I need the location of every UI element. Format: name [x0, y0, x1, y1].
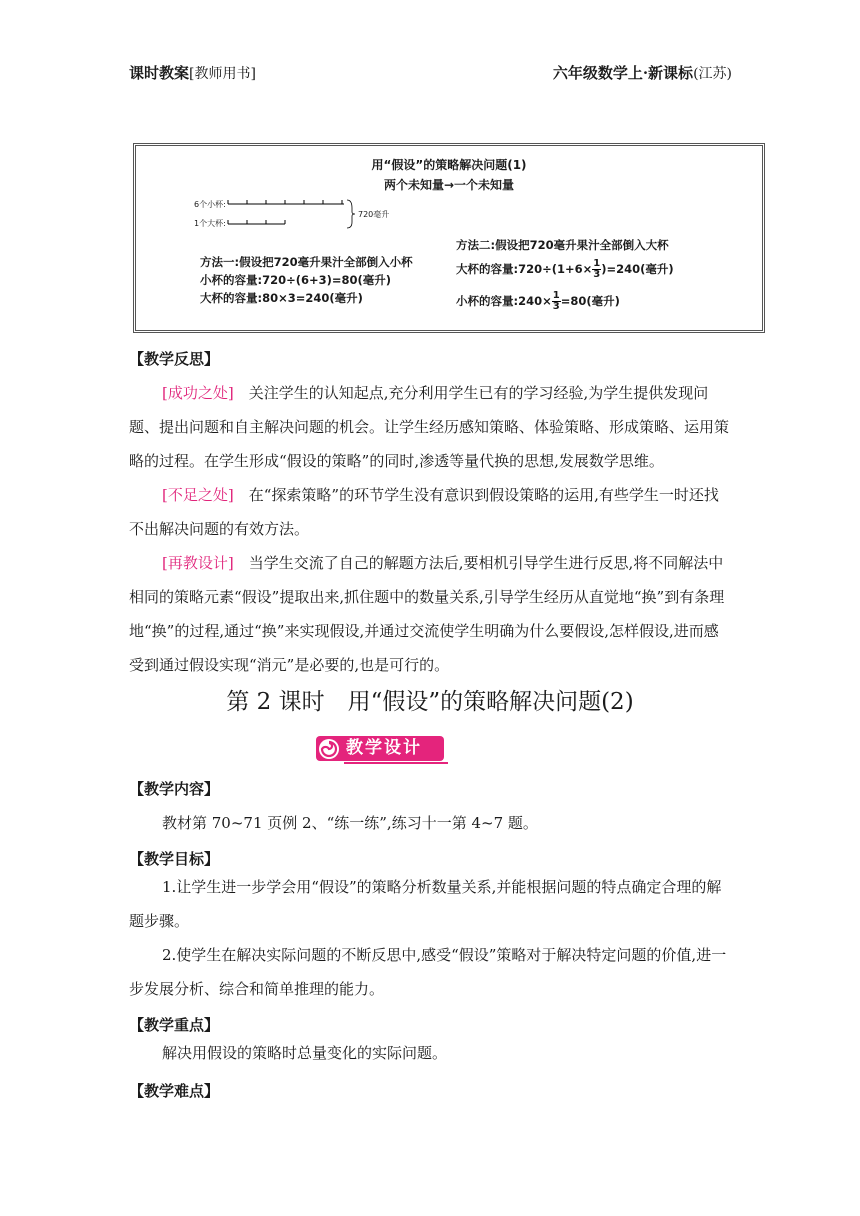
- goal-2: 2.使学生在解决实际问题的不断反思中,感受“假设”策略对于解决特定问题的价值,进一步发展分析、综合和简单推理的能力。: [129, 946, 727, 998]
- header-book-title: 课时教案: [129, 64, 190, 82]
- badge-label: 教学设计: [316, 736, 444, 761]
- method2-line1-post: )=240(毫升): [601, 262, 674, 276]
- content-text: 教材第 70~71 页例 2、“练一练”,练习十一第 4~7 题。: [162, 814, 538, 832]
- redesign-tag: [再教设计]: [162, 554, 234, 572]
- big-cup-label: 1个大杯:: [194, 219, 226, 228]
- difficulty-heading: 【教学难点】: [129, 1082, 220, 1100]
- redesign-text: 当学生交流了自己的解题方法后,要相机引导学生进行反思,将不同解法中相同的策略元素“假设”提取出来,抓住题中的数量关系,引导学生经历从直觉地“换”到有条理地“换”的过程,通过“换”来实现假设,并通过交流使学生明确为什么要假设,怎样假设,进而感受到通过假设实现“消元”是必要的,也是可行的。: [129, 554, 725, 674]
- badge-underline: [344, 762, 448, 764]
- swirl-icon: [319, 739, 339, 759]
- method1-title: 方法一:假设把720毫升果汁全部倒入小杯: [200, 255, 413, 269]
- lesson2-title: 第 2 课时 用“假设”的策略解决问题(2): [226, 689, 634, 715]
- method2-line2-pre: 小杯的容量:240×: [456, 294, 552, 308]
- goal-1: 1.让学生进一步学会用“假设”的策略分析数量关系,并能根据问题的特点确定合理的解题步骤。: [129, 878, 722, 930]
- method2-line1: [456, 259, 674, 280]
- method2-line2-post: =80(毫升): [560, 294, 620, 308]
- method2-title: 方法二:假设把720毫升果汁全部倒入大杯: [456, 238, 669, 252]
- content-heading: 【教学内容】: [129, 780, 220, 798]
- fraction-one-third-2: [552, 291, 561, 312]
- fraction-denominator-2: 3: [552, 301, 560, 312]
- success-tag: [成功之处]: [162, 384, 234, 402]
- method2-line2: [456, 291, 620, 312]
- method1-line1: 小杯的容量:720÷(6+3)=80(毫升): [200, 273, 392, 287]
- key-text: 解决用假设的策略时总量变化的实际问题。: [162, 1044, 448, 1062]
- lack-paragraph: [129, 478, 733, 546]
- goals-heading: 【教学目标】: [129, 850, 220, 868]
- key-heading: 【教学重点】: [129, 1016, 220, 1034]
- figure-title: 用“假设”的策略解决问题(1): [371, 158, 527, 172]
- figure-subtitle: 两个未知量→一个未知量: [383, 178, 515, 192]
- lack-tag: [不足之处]: [162, 486, 234, 504]
- total-label: 720毫升: [358, 210, 390, 219]
- fraction-numerator-2: 1: [552, 290, 560, 301]
- summary-figure: [133, 143, 765, 333]
- fraction-denominator: 3: [593, 269, 601, 280]
- success-paragraph: [129, 376, 733, 478]
- redesign-paragraph: [129, 546, 733, 682]
- header-grade: 六年级数学上·新课标: [552, 64, 694, 82]
- header-book-type: [教师用书]: [189, 66, 256, 82]
- header-left: [129, 62, 256, 83]
- fraction-one-third: [592, 259, 601, 280]
- design-badge: [316, 736, 446, 763]
- reflection-heading: 【教学反思】: [129, 350, 220, 368]
- segment-diagram: [226, 196, 356, 232]
- fraction-numerator: 1: [593, 258, 601, 269]
- success-text: 关注学生的认知起点,充分利用学生已有的学习经验,为学生提供发现问题、提出问题和自主解决问题的机会。让学生经历感知策略、体验策略、形成策略、运用策略的过程。在学生形成“假设的策略”的同时,渗透等量代换的思想,发展数学思维。: [129, 384, 730, 470]
- method2-line1-pre: 大杯的容量:720÷(1+6×: [456, 262, 593, 276]
- method1-line2: 大杯的容量:80×3=240(毫升): [200, 291, 363, 305]
- header-right: [553, 62, 732, 83]
- small-cups-label: 6个小杯:: [194, 200, 226, 209]
- lack-text: 在“探索策略”的环节学生没有意识到假设策略的运用,有些学生一时还找不出解决问题的有效方法。: [129, 486, 719, 538]
- header-region: (江苏): [693, 66, 732, 82]
